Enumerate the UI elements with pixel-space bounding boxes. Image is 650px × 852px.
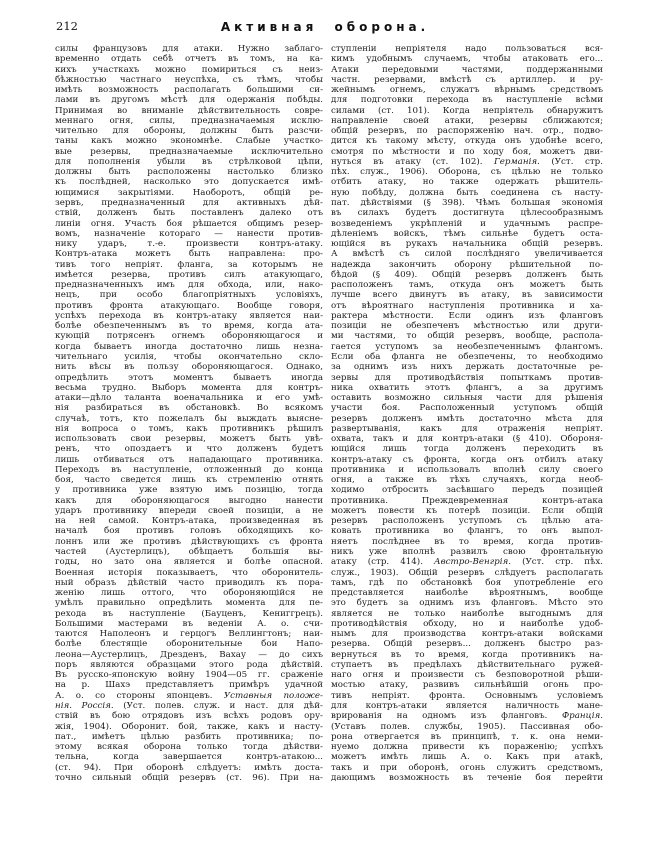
- text-line: возведеніемъ укрѣпленій и удачнымъ распре-: [331, 218, 603, 229]
- text-line: гается уступомъ за необезпеченнымъ флангомъ.: [331, 341, 603, 352]
- text-line: резервъ долженъ имѣть достаточно мѣста для: [331, 413, 603, 424]
- text-line: тельна, когда завершается контръ-атакою...: [55, 752, 323, 763]
- text-line: случаѣ, тотъ, кто пожелалъ бы выждать выясне-: [55, 413, 323, 424]
- text-line: ходимо отбросить засѣвшаго передъ позиціей: [331, 485, 603, 496]
- text-line: частн. резервами, вмѣстѣ съ артиллер. и ру-: [331, 74, 603, 85]
- text-line: вомъ, назначеніе котораго — нанести против-: [55, 228, 323, 239]
- text-line: ковать противника во флангъ, то онъ выпол-: [331, 526, 603, 537]
- text-line: отбить атаку, но также одержать рѣшитель-: [331, 177, 603, 188]
- text-line: тамъ, гдѣ по обстановкѣ боя употребленіе его: [331, 577, 603, 588]
- text-line: кихъ участкахъ можно помириться съ неиз-: [55, 64, 323, 75]
- text-line: бѣдой (§ 409). Общій резервъ долженъ быть: [331, 269, 603, 280]
- text-line: служ., 1903). Общій резервъ слѣдуетъ располагать: [331, 567, 603, 578]
- text-line: охвата, такъ и для контръ-атаки (§ 410). Обороня-: [331, 434, 603, 445]
- text-line: расположенъ тамъ, откуда онъ можетъ быть: [331, 280, 603, 291]
- text-line: силами (ст. 101). Когда непріятель обнаружитъ: [331, 105, 603, 116]
- text-line: этому всякая оборона только тогда дѣйстви-: [55, 742, 323, 753]
- text-line: является не только наиболѣе выгоднымъ для: [331, 608, 603, 619]
- text-line: няетъ послѣднее въ то время, когда против-: [331, 536, 603, 547]
- text-line: болѣе обезпеченнымъ въ то время, когда ата-: [55, 321, 323, 332]
- page-number: 212: [56, 19, 78, 33]
- text-line: атаку (стр. 414). Австро-Венгрія. (Уст. стр. пѣх.: [331, 557, 603, 568]
- text-line: Если оба фланга не обезпечены, то необходимо: [331, 351, 603, 362]
- text-line: противника. Преждевременная контръ-атака: [331, 495, 603, 506]
- text-line: рактера мѣстности. Если одинъ изъ фланговъ: [331, 310, 603, 321]
- text-line: ренъ, что опоздаетъ и что долженъ будетъ: [55, 444, 323, 455]
- text-line: имѣть возможность располагать большими си-: [55, 85, 323, 96]
- text-column-left: [55, 44, 323, 783]
- text-line: чительнаго усилія, чтобы окончательно скло-: [55, 351, 323, 362]
- text-line: рона отвергается въ принципѣ, т. к. она неми-: [331, 731, 603, 742]
- text-line: контръ-атаку съ фронта, когда онъ отбилъ атаку: [331, 454, 603, 465]
- text-line: надежда закончить оборону рѣшительной по-: [331, 259, 603, 270]
- text-line: пат. дѣйствіями (§ 398). Чѣмъ большая экономія: [331, 197, 603, 208]
- text-line: для контръ-атаки является наличность мане-: [331, 701, 603, 711]
- text-line: ный образъ дѣйствій часто приводилъ къ пора-: [55, 577, 323, 588]
- text-line: кующій потрясенъ огнемъ обороняющагося и: [55, 331, 323, 342]
- text-line: можетъ повести къ потерѣ позиціи. Если общій: [331, 505, 603, 516]
- text-line: (ст. 94). При оборонѣ слѣдуетъ: имѣть доста-: [55, 762, 323, 773]
- text-line: ющійся лишь тогда долженъ переходить въ: [331, 444, 603, 455]
- text-line: началѣ боя противъ головъ обходящихъ ко-: [55, 526, 323, 537]
- text-line: нуться въ атаку (ст. 102). Германія. (Уст. стр.: [331, 156, 603, 167]
- text-line: умѣлъ правильно опредѣлить момента для пе-: [55, 598, 323, 609]
- text-line: лоннъ или же противъ дѣйствующихъ съ фронта: [55, 536, 323, 547]
- text-line: на р. Шахэ представляетъ примѣръ удачной: [55, 680, 323, 691]
- text-line: общій резервъ, по распоряженію нач. отр., подво-: [331, 126, 603, 137]
- text-line: женію лишь оттого, что обороняющійся не: [55, 588, 323, 599]
- text-line: такъ и при оборонѣ, огонь служитъ средствомъ,: [331, 762, 603, 773]
- text-line: мостью атаку, развивъ сильнѣйшій огонь про-: [331, 680, 603, 691]
- text-line: какъ для обороняющагося выгодно нанести: [55, 495, 323, 506]
- text-line: ступаетъ въ предѣлахъ дѣйствительнаго ружей-: [331, 659, 603, 670]
- text-line: пѣх. служ., 1906). Оборона, съ цѣлью не только: [331, 167, 603, 178]
- text-line: ствій въ бою отрядовъ изъ всѣхъ родовъ ору-: [55, 711, 323, 722]
- text-line: нуемо должна привести къ пораженію; успѣхъ: [331, 742, 603, 753]
- text-line: наго огня и произвести съ безповоротной рѣши-: [331, 670, 603, 681]
- text-line: на ней самой. Контръ-атака, произведенная въ: [55, 516, 323, 527]
- text-line: Большими мастерами въ веденіи А. о. счи-: [55, 618, 323, 629]
- text-line: точно сильный общій резервъ (ст. 96). При на-: [55, 772, 323, 783]
- text-line: ника охватить этотъ флангъ, а за другимъ: [331, 382, 603, 393]
- text-line: кимъ удобнымъ случаемъ, чтобы атаковать его...: [331, 54, 603, 65]
- text-line: таются Наполеонъ и герцогъ Веллингтонъ; наи-: [55, 629, 323, 640]
- text-line: жейнымъ огнемъ, служатъ вѣрнымъ средствомъ: [331, 85, 603, 96]
- text-line: участи боя. Расположенный уступомъ общій: [331, 403, 603, 414]
- text-line: болѣе блестящіе оборонительные бои Напо-: [55, 639, 323, 650]
- text-line: ми частями, то общій резервъ, вообще, распола-: [331, 331, 603, 342]
- text-line: когда бываетъ иногда достаточно лишь незна-: [55, 341, 323, 352]
- text-line: меннаго огня, силы, предназначаемыя исклю-: [55, 115, 323, 126]
- text-line: использовать свои резервы, можетъ быть увѣ-: [55, 434, 323, 445]
- text-line: опредѣлить этотъ моментъ бываетъ иногда: [55, 372, 323, 383]
- text-line: силы французовъ для атаки. Нужно заблаго-: [55, 44, 323, 54]
- text-line: резерва. Общій резервъ... долженъ быстро раз-: [331, 639, 603, 650]
- text-line: ющимися закрытіями. Наоборотъ, общій ре-: [55, 187, 323, 198]
- text-line: нецъ, при особо благопріятныхъ условіяхъ,: [55, 290, 323, 301]
- text-line: таны какъ можно экономнѣе. Слабые участко-: [55, 136, 323, 147]
- text-line: должны быть расположены настолько близко: [55, 167, 323, 178]
- text-line: успѣхъ перехода въ контръ-атаку является наи-: [55, 310, 323, 321]
- text-line: можетъ имѣть лишь А. о. Какъ при атакѣ,: [331, 752, 603, 763]
- text-line: атаки—дѣло таланта военачальника и его умѣ-: [55, 393, 323, 404]
- text-line: позиціи не обезпеченъ мѣстностью или други-: [331, 321, 603, 332]
- text-line: предназначенныхъ имъ для обхода, или, нако-: [55, 280, 323, 291]
- text-line: нія разбираться въ обстановкѣ. Во всякомъ: [55, 403, 323, 414]
- text-line: лишь отбиваться отъ нападающаго противника.: [55, 454, 323, 465]
- text-line: у противника уже взятую имъ позицію, тогда: [55, 485, 323, 496]
- text-line: нія. Россія. (Уст. полев. служ. и наст. для дѣй-: [55, 701, 323, 711]
- text-line: нику ударъ, т.-е. произвести контръ-атаку.: [55, 239, 323, 250]
- text-line: тивъ непріят. фронта. Основнымъ условіемъ: [331, 690, 603, 701]
- text-line: А. о. со стороны японцевъ. Уставныя положе-: [55, 690, 323, 701]
- text-line: резервъ расположенъ уступомъ съ цѣлью ата-: [331, 516, 603, 527]
- text-line: тивъ того непріят. фланга, за которымъ не: [55, 259, 323, 270]
- text-line: А вмѣстѣ съ силой послѣдняго увеличивается: [331, 249, 603, 260]
- text-line: Контръ-атака можетъ быть направлена: про-: [55, 249, 323, 260]
- text-line: направленіе своей атаки, резервы сближаются;: [331, 115, 603, 126]
- text-line: никъ уже вполнѣ развилъ свою фронтальную: [331, 547, 603, 558]
- text-line: Принимая во вниманіе дѣйствительность совре-: [55, 105, 323, 116]
- text-line: отъ вѣроятнаго наступленія противника и ха-: [331, 300, 603, 311]
- text-line: (Уставъ полев. службы, 1905). Пассивная обо-: [331, 721, 603, 732]
- text-line: имѣется резерва, противъ силъ атакующаго,: [55, 269, 323, 280]
- text-line: къ послѣдней, насколько это допускается имѣ-: [55, 177, 323, 188]
- text-line: Атаки передовыми частями, поддержанными: [331, 64, 603, 75]
- text-line: дится къ такому мѣсту, откуда онъ удобнѣе всего,: [331, 136, 603, 147]
- text-line: ную побѣду, должна быть соединена съ насту-: [331, 187, 603, 198]
- text-line: въ силахъ будетъ достигнута цѣлесообразнымъ: [331, 208, 603, 219]
- text-line: нить вѣсы въ пользу обороняющагося. Однако,: [55, 362, 323, 373]
- text-line: ющійся въ рукахъ начальника общій резервъ.: [331, 239, 603, 250]
- text-line: дѣленіемъ войскъ, тѣмъ сильнѣе будетъ оста-: [331, 228, 603, 239]
- text-line: врированія на одномъ изъ фланговъ. Франція.: [331, 711, 603, 722]
- text-line: зервы для противодѣйствія попыткамъ против-: [331, 372, 603, 383]
- text-line: Переходъ въ наступленіе, отложенный до конца: [55, 464, 323, 475]
- text-line: временно отдать себѣ отчетъ въ томъ, на ка-: [55, 54, 323, 65]
- text-line: оставить возможно сильныя части для рѣшенія: [331, 393, 603, 404]
- text-line: смотря по мѣстности и по ходу боя, можетъ дви-: [331, 146, 603, 157]
- text-line: вернуться въ то время, когда противникъ на-: [331, 649, 603, 660]
- text-line: противника и использовалъ вполнѣ силу своего: [331, 464, 603, 475]
- text-line: Военная исторія показываетъ, что оборонитель-: [55, 567, 323, 578]
- text-line: дающимъ возможность въ теченіе боя перейти: [331, 772, 603, 783]
- text-line: развертыванія, какъ для отраженія непріят.: [331, 423, 603, 434]
- text-line: пат., имѣетъ цѣлью разбить противника; по-: [55, 731, 323, 742]
- text-line: ступленіи непріятеля надо пользоваться вся-: [331, 44, 603, 54]
- text-line: противъ фронта атакующаго. Вообще говоря,: [55, 300, 323, 311]
- text-line: нымъ для производства контръ-атаки войсками: [331, 629, 603, 640]
- text-line: чительно для обороны, должны быть разсчи-: [55, 126, 323, 137]
- text-line: бѣжностью частнаго неуспѣха, съ тѣмъ, чтобы: [55, 74, 323, 85]
- text-line: частей (Аустерлицъ), обѣщаетъ большія вы-: [55, 547, 323, 558]
- text-line: леона—Аустерлицъ, Дрезденъ, Вахау — до сихъ: [55, 649, 323, 660]
- page-title: Активная оборона.: [220, 20, 430, 34]
- text-line: нія вопроса о томъ, какъ противникъ рѣшилъ: [55, 423, 323, 434]
- text-line: линіи огня. Участь боя рѣшается общимъ резер-: [55, 218, 323, 229]
- text-line: жія, 1904). Оборонит. бой, также, какъ и насту-: [55, 721, 323, 732]
- text-line: Въ русско-японскую войну 1904—05 гг. сраженіе: [55, 670, 323, 681]
- text-line: весьма трудно. Выборъ момента для контръ-: [55, 382, 323, 393]
- text-line: лучше всего двинутъ въ атаку, въ зависимости: [331, 290, 603, 301]
- text-line: противодѣйствія обходу, но и наиболѣе удоб-: [331, 618, 603, 629]
- text-line: за однимъ изъ нихъ держать достаточные ре-: [331, 362, 603, 373]
- text-line: зервъ, предназначенный для активныхъ дѣй-: [55, 197, 323, 208]
- text-line: для пополненія убыли въ стрѣлковой цѣпи,: [55, 156, 323, 167]
- text-line: рехода въ наступленіе (Бауценъ, Кениггрецъ).: [55, 608, 323, 619]
- text-line: огня, а также въ тѣхъ случаяхъ, когда необ-: [331, 475, 603, 486]
- text-line: годы, но зато она является и болѣе опасной.: [55, 557, 323, 568]
- text-line: вые резервы, предназначаемые исключительно: [55, 146, 323, 157]
- text-line: боя, часто сведется лишь къ стремленію отнять: [55, 475, 323, 486]
- text-line: лами въ другомъ мѣстѣ для одержанія побѣды.: [55, 95, 323, 106]
- text-line: поръ являются образцами этого рода дѣйствій.: [55, 659, 323, 670]
- text-line: ударъ противнику впереди своей позиціи, а не: [55, 505, 323, 516]
- text-line: для подготовки перехода въ наступленіе всѣми: [331, 95, 603, 106]
- text-line: ствій, долженъ быть поставленъ далеко отъ: [55, 208, 323, 219]
- text-line: представляется наиболѣе вѣроятнымъ, вообще: [331, 588, 603, 599]
- text-column-right: [331, 44, 603, 783]
- text-line: это будетъ за однимъ изъ фланговъ. Мѣсто это: [331, 598, 603, 609]
